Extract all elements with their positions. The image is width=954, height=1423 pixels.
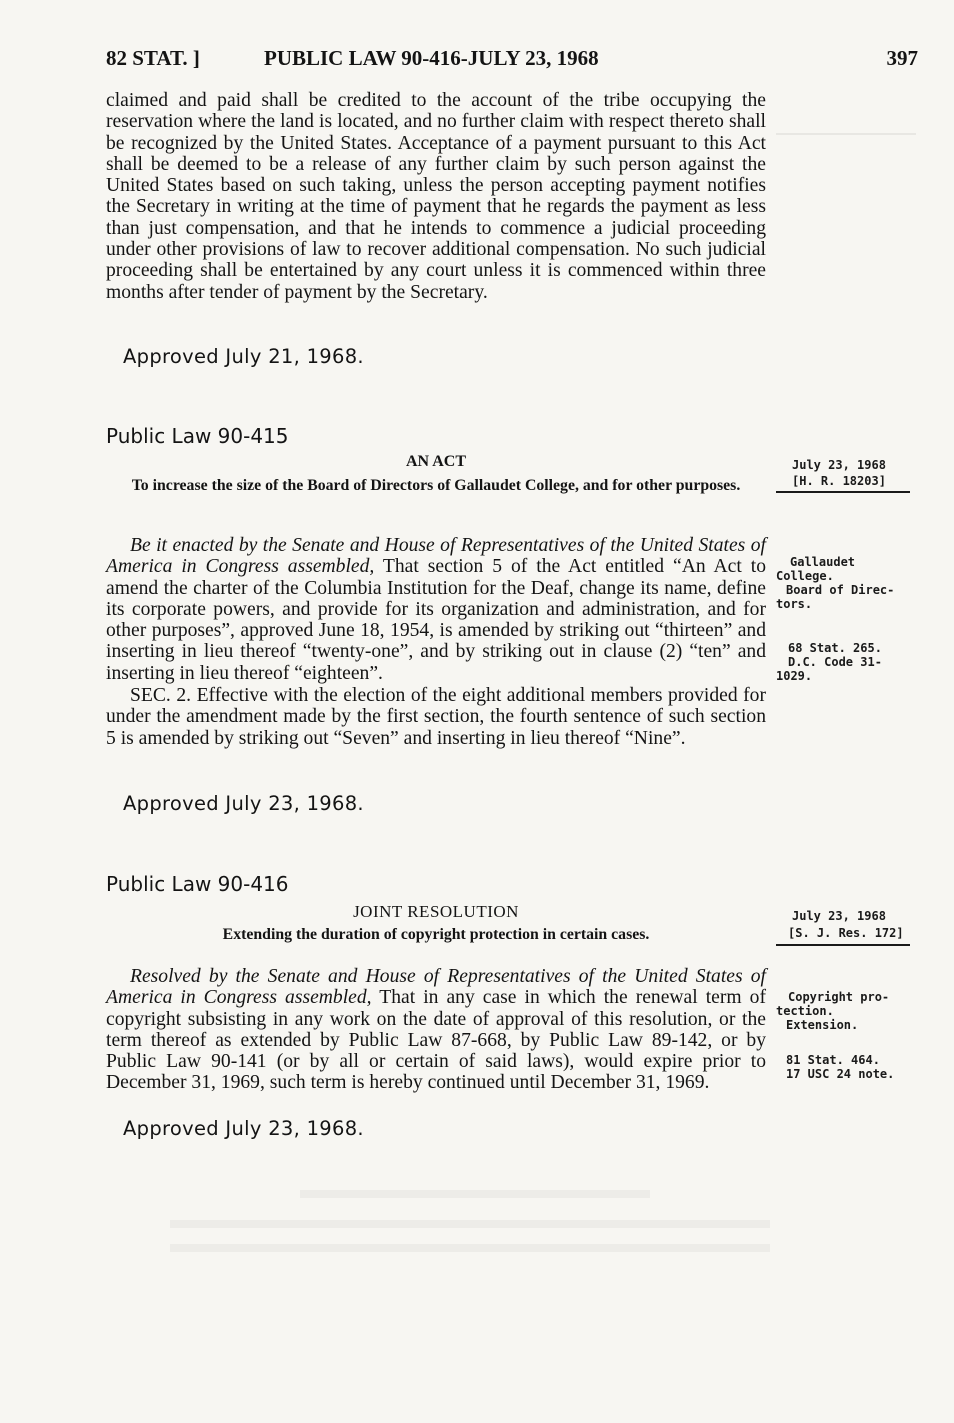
approved-line-2: Approved July 23, 1968. [123, 792, 364, 815]
margin-note-stat-464 [786, 1053, 894, 1081]
bleed-through-mark [300, 1190, 650, 1198]
margin-date-415: July 23, 1968 [792, 458, 886, 472]
margin-note-copyright-line: tection. [776, 1004, 834, 1018]
margin-note-stat-line: 68 Stat. 265. [788, 641, 882, 655]
resolving-clause: Resolved by the Senate and House of Representatives of the United States of America in Congress assembled, [106, 966, 766, 1009]
section-2-label: SEC. 2. [130, 685, 192, 707]
section-2-text: Effective with the election of the eight additional members provided for under the amendment made by the first section, the fourth sentence of such section 5 is amended by striking out “Seven” and inserting in lieu thereof “Nine”. [106, 685, 766, 749]
law415-body [106, 535, 766, 749]
continued-text: claimed and paid shall be credited to the account of the tribe occupying the reservation where the land is located, and no further claim with respect thereto shall be recognized by the United States. Acceptance of a payment pursuant to this Act shall be deemed to be a release of any further claim by such person against the United States based on such taking, unless the person accepting payment notifies the Secretary in writing at the time of payment that he regards the payment as less than just compensation, and that he intends to commence a judicial proceeding under other provisions of law to recover additional compensation. No such judicial proceeding shall be entertained by any court unless it is commenced within three months after tender of payment by the Secretary. [106, 90, 766, 303]
margin-note-copyright-line: Copyright pro- [788, 990, 890, 1004]
margin-note-gallaudet [776, 555, 894, 611]
margin-note-gallaudet-line: tors. [776, 597, 813, 611]
running-header [106, 46, 918, 76]
margin-note-gallaudet-line: Gallaudet [790, 555, 856, 569]
margin-rule-416 [776, 944, 910, 946]
resolution-text: That in any case in which the renewal term of copyright subsisting in any work on the date of approval of this resolution, or the term thereof as extended by Public Law 87-668, by Public Law 89-142, or by Public Law 90-141 (or by all or certain of said laws), would expire prior to December 31, 1969, such term is hereby continued until December 31, 1969. [106, 987, 766, 1094]
margin-note-copyright [776, 990, 889, 1032]
margin-note-stat-464-line: 17 USC 24 note. [786, 1067, 895, 1081]
bleed-through-mark [170, 1220, 770, 1228]
joint-resolution-purpose: Extending the duration of copyright protection in certain cases. [222, 926, 650, 943]
margin-bill-415: [H. R. 18203] [792, 474, 886, 488]
margin-note-gallaudet-line: Board of Direc- [786, 583, 895, 597]
public-law-416-number: Public Law 90-416 [106, 872, 289, 896]
margin-note-copyright-line: Extension. [786, 1018, 859, 1032]
approved-line-1: Approved July 21, 1968. [123, 345, 364, 368]
public-law-415-number: Public Law 90-415 [106, 424, 289, 448]
margin-note-stat-265 [788, 641, 882, 669]
header-title: PUBLIC LAW 90-416-JULY 23, 1968 [264, 46, 599, 70]
bleed-through-rule [776, 133, 916, 135]
margin-note-gallaudet-line: College. [776, 569, 834, 583]
act-heading: AN ACT [405, 453, 466, 470]
continued-paragraph [106, 90, 766, 303]
margin-date-416: July 23, 1968 [792, 909, 886, 923]
act-purpose: To increase the size of the Board of Directors of Gallaudet College, and for other purposes. [131, 477, 741, 494]
page-number: 397 [886, 46, 918, 70]
section-1-text: That section 5 of the Act entitled “An Act to amend the charter of the Columbia Institution for the Deaf, change its name, define its corporate powers, and provide for its organization and administration, and for other purposes”, approved June 18, 1954, is amended by striking out “thirteen” and inserting in lieu thereof “twenty-one”, and by striking out in clause (2) “ten” and inserting in lieu thereof “eighteen”. [106, 556, 766, 684]
margin-rule-415 [776, 491, 910, 493]
margin-bill-416: [S. J. Res. 172] [788, 926, 904, 940]
margin-note-code-end: 1029. [776, 669, 813, 683]
bleed-through-mark [170, 1244, 770, 1252]
margin-note-stat-464-line: 81 Stat. 464. [786, 1053, 880, 1067]
law416-body [106, 966, 766, 1094]
margin-note-stat-line: D.C. Code 31- [788, 655, 882, 669]
statute-reference: 82 STAT. ] [106, 46, 200, 70]
approved-line-3: Approved July 23, 1968. [123, 1117, 364, 1140]
joint-resolution-heading: JOINT RESOLUTION [353, 902, 519, 921]
enacting-clause: Be it enacted by the Senate and House of Representatives of the United States of America in Congress assembled, [106, 535, 766, 578]
